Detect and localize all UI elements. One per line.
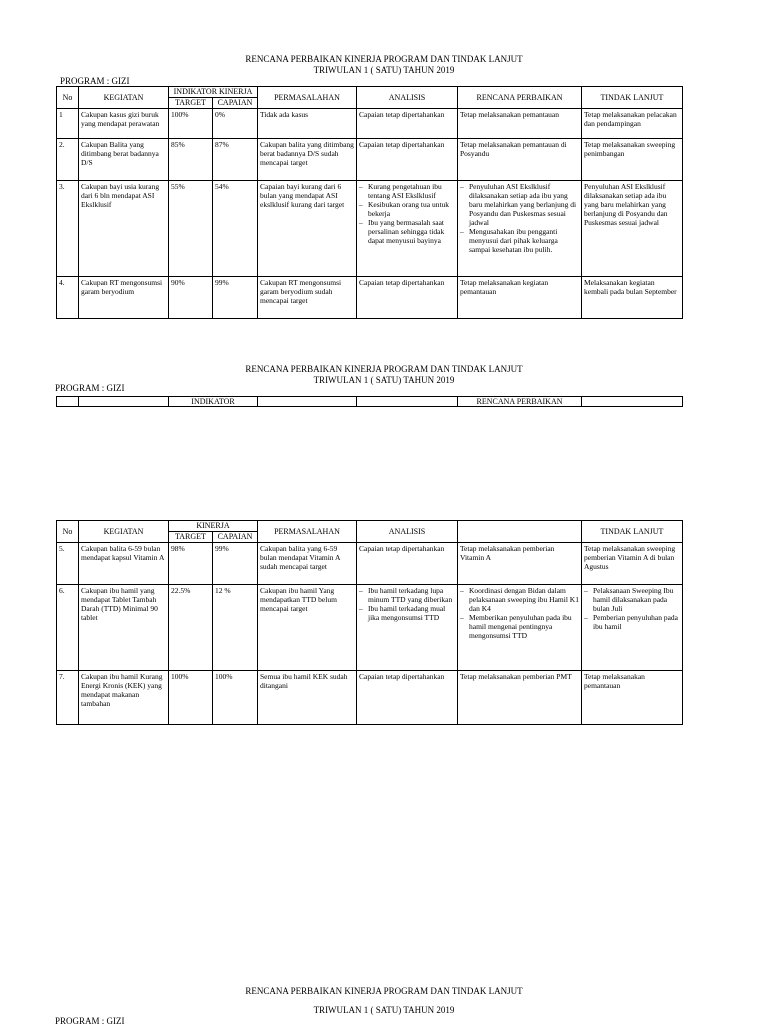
cell-no: 2. xyxy=(57,139,79,181)
header-kegiatan: KEGIATAN xyxy=(79,87,169,109)
cell-kegiatan: Cakupan RT mengonsumsi garam beryodium xyxy=(79,277,169,319)
cell-target: 22.5% xyxy=(169,585,213,671)
page-subtitle-2: TRIWULAN 1 ( SATU) TAHUN 2019 xyxy=(313,375,455,385)
cell-no: 1 xyxy=(57,109,79,139)
page-title-2: RENCANA PERBAIKAN KINERJA PROGRAM DAN TINDAK LANJUT xyxy=(245,364,523,374)
cell-tindak: Tetap melaksanakan pemantauan xyxy=(582,671,683,725)
cell-kegiatan: Cakupan ibu hamil yang mendapat Tablet Tambah Darah (TTD) Minimal 90 tablet xyxy=(79,585,169,671)
cell-permasalahan: Tidak ada kasus xyxy=(258,109,357,139)
page-subtitle-3: TRIWULAN 1 ( SATU) TAHUN 2019 xyxy=(313,1005,455,1015)
table-row xyxy=(57,277,683,319)
header-analisis: ANALISIS xyxy=(357,521,458,543)
cell-analisis: Capaian tetap dipertahankan xyxy=(357,139,458,181)
cell-capaian: 100% xyxy=(213,671,258,725)
page-title-3: RENCANA PERBAIKAN KINERJA PROGRAM DAN TINDAK LANJUT xyxy=(245,986,523,996)
header-permasalahan: PERMASALAHAN xyxy=(258,521,357,543)
cell-rencana: Tetap melaksanakan pemantauan xyxy=(458,109,582,139)
cell-tindak: Penyuluhan ASI Ekslklusif dilaksanakan setiap ada ibu yang baru melahirkan yang berlanjung di Posyandu dan Puskesmas sesuai jadwal xyxy=(582,181,683,277)
cell-target: 90% xyxy=(169,277,213,319)
list-item: – Penyuluhan ASI Ekslklusif dilaksanakan setiap ada ibu yang baru melahirkan yang berlanjung di Posyandu dan Puskesmas sesuai jadwal xyxy=(469,182,579,227)
cell-rencana xyxy=(458,181,582,277)
header-indikator: INDIKATOR KINERJA xyxy=(169,87,258,98)
table-kinerja-3 xyxy=(56,520,683,725)
cell-analisis: Capaian tetap dipertahankan xyxy=(357,543,458,585)
list-item: – Kesibukan orang tua untuk bekerja xyxy=(368,200,455,218)
cell-capaian: 12 % xyxy=(213,585,258,671)
cell-kegiatan: Cakupan ibu hamil Kurang Energi Kronis (KEK) yang mendapat makanan tambahan xyxy=(79,671,169,725)
cell-target: 100% xyxy=(169,671,213,725)
cell-kegiatan: Cakupan bayi usia kurang dari 6 bln mendapat ASI Ekslklusif xyxy=(79,181,169,277)
header-kegiatan: KEGIATAN xyxy=(79,521,169,543)
list-item: – Kurang pengetahuan ibu tentang ASI Ekslklusif xyxy=(368,182,455,200)
cell-permasalahan: Cakupan balita yang ditimbang berat badannya D/S sudah mencapai target xyxy=(258,139,357,181)
cell-kegiatan: Cakupan Balita yang ditimbang berat badannya D/S xyxy=(79,139,169,181)
header-tindak: TINDAK LANJUT xyxy=(582,87,683,109)
cell-tindak: Tetap melaksanakan pelacakan dan pendampingan xyxy=(582,109,683,139)
cell-capaian: 0% xyxy=(213,109,258,139)
header-no: No xyxy=(57,87,79,109)
list-item: – Mengusahakan ibu pengganti menyusui dari pihak keluarga sampai kesehatan ibu pulih. xyxy=(469,227,579,254)
page-subtitle: TRIWULAN 1 ( SATU) TAHUN 2019 xyxy=(313,65,455,75)
header-tindak: TINDAK LANJUT xyxy=(582,521,683,543)
cell-permasalahan: Cakupan ibu hamil Yang mendapatkan TTD belum mencapai target xyxy=(258,585,357,671)
header-rencana: RENCANA PERBAIKAN xyxy=(458,87,582,109)
cell-rencana: Tetap melaksanakan kegiatan pemantauan xyxy=(458,277,582,319)
table-kinerja-2 xyxy=(56,396,683,407)
cell-permasalahan: Capaian bayi kurang dari 6 bulan yang mendapat ASI ekslklusif kurang dari target xyxy=(258,181,357,277)
cell-analisis: Capaian tetap dipertahankan xyxy=(357,671,458,725)
table-kinerja-1 xyxy=(56,86,683,319)
cell-kegiatan: Cakupan balita 6-59 bulan mendapat kapsul Vitamin A xyxy=(79,543,169,585)
cell-capaian: 87% xyxy=(213,139,258,181)
cell-tindak: Tetap melaksanakan sweeping pemberian Vitamin A di bulan Agustus xyxy=(582,543,683,585)
header-rencana: RENCANA PERBAIKAN xyxy=(458,397,582,407)
cell-target: 55% xyxy=(169,181,213,277)
cell-permasalahan: Cakupan RT mengonsumsi garam beryodium sudah mencapai target xyxy=(258,277,357,319)
cell-capaian: 99% xyxy=(213,543,258,585)
list-item: – Koordinasi dengan Bidan dalam pelaksanaan sweeping ibu Hamil K1 dan K4 xyxy=(469,586,579,613)
header-target: TARGET xyxy=(169,98,213,109)
cell-permasalahan: Cakupan balita yang 6-59 bulan mendapat Vitamin A sudah mencapai target xyxy=(258,543,357,585)
list-item: – Ibu yang bermasalah saat persalinan sehingga tidak dapat menyusui bayinya xyxy=(368,218,455,245)
cell-target: 98% xyxy=(169,543,213,585)
header-cell-empty xyxy=(57,397,79,407)
cell-target: 100% xyxy=(169,109,213,139)
header-target: TARGET xyxy=(169,532,213,543)
cell-tindak xyxy=(582,585,683,671)
cell-rencana: Tetap melaksanakan pemantauan di Posyandu xyxy=(458,139,582,181)
header-rencana-empty xyxy=(458,521,582,543)
cell-no: 3. xyxy=(57,181,79,277)
page-title: RENCANA PERBAIKAN KINERJA PROGRAM DAN TINDAK LANJUT xyxy=(245,54,523,64)
header-capaian: CAPAIAN xyxy=(213,532,258,543)
cell-analisis: Capaian tetap dipertahankan xyxy=(357,109,458,139)
cell-analisis xyxy=(357,181,458,277)
header-cell-empty xyxy=(258,397,357,407)
cell-kegiatan: Cakupan kasus gizi buruk yang mendapat perawatan xyxy=(79,109,169,139)
header-cell-empty xyxy=(357,397,458,407)
table-row xyxy=(57,109,683,139)
header-capaian: CAPAIAN xyxy=(213,98,258,109)
list-item: – Pelaksanaan Sweeping Ibu hamil dilaksanakan pada bulan Juli xyxy=(593,586,680,613)
cell-capaian: 99% xyxy=(213,277,258,319)
table-row xyxy=(57,139,683,181)
cell-analisis xyxy=(357,585,458,671)
cell-no: 5. xyxy=(57,543,79,585)
header-analisis: ANALISIS xyxy=(357,87,458,109)
cell-analisis: Capaian tetap dipertahankan xyxy=(357,277,458,319)
cell-no: 7. xyxy=(57,671,79,725)
cell-rencana: Tetap melaksanakan pemberian Vitamin A xyxy=(458,543,582,585)
program-label-3: PROGRAM : GIZI xyxy=(55,1016,125,1026)
cell-no: 6. xyxy=(57,585,79,671)
cell-rencana xyxy=(458,585,582,671)
list-item: – Memberikan penyuluhan pada ibu hamil mengenai pentingnya mengonsumsi TTD xyxy=(469,613,579,640)
list-item: – Ibu hamil terkadang lupa minum TTD yang diberikan xyxy=(368,586,455,604)
program-label-2: PROGRAM : GIZI xyxy=(55,383,125,393)
cell-permasalahan: Semua ibu hamil KEK sudah ditangani xyxy=(258,671,357,725)
header-permasalahan: PERMASALAHAN xyxy=(258,87,357,109)
header-cell-empty xyxy=(79,397,169,407)
table-row xyxy=(57,671,683,725)
header-indikator: INDIKATOR xyxy=(169,397,258,407)
table-row xyxy=(57,181,683,277)
cell-tindak: Melaksanakan kegiatan kembali pada bulan September xyxy=(582,277,683,319)
cell-no: 4. xyxy=(57,277,79,319)
program-label: PROGRAM : GIZI xyxy=(60,76,130,86)
list-item: – Ibu hamil terkadang mual jika mengonsumsi TTD xyxy=(368,604,455,622)
cell-rencana: Tetap melaksanakan pemberian PMT xyxy=(458,671,582,725)
cell-capaian: 54% xyxy=(213,181,258,277)
cell-target: 85% xyxy=(169,139,213,181)
cell-tindak: Tetap melaksanakan sweeping penimbangan xyxy=(582,139,683,181)
header-no: No xyxy=(57,521,79,543)
header-kinerja: KINERJA xyxy=(169,521,258,532)
table-row xyxy=(57,585,683,671)
list-item: – Pemberian penyuluhan pada ibu hamil xyxy=(593,613,680,631)
header-cell-empty xyxy=(582,397,683,407)
table-row xyxy=(57,543,683,585)
